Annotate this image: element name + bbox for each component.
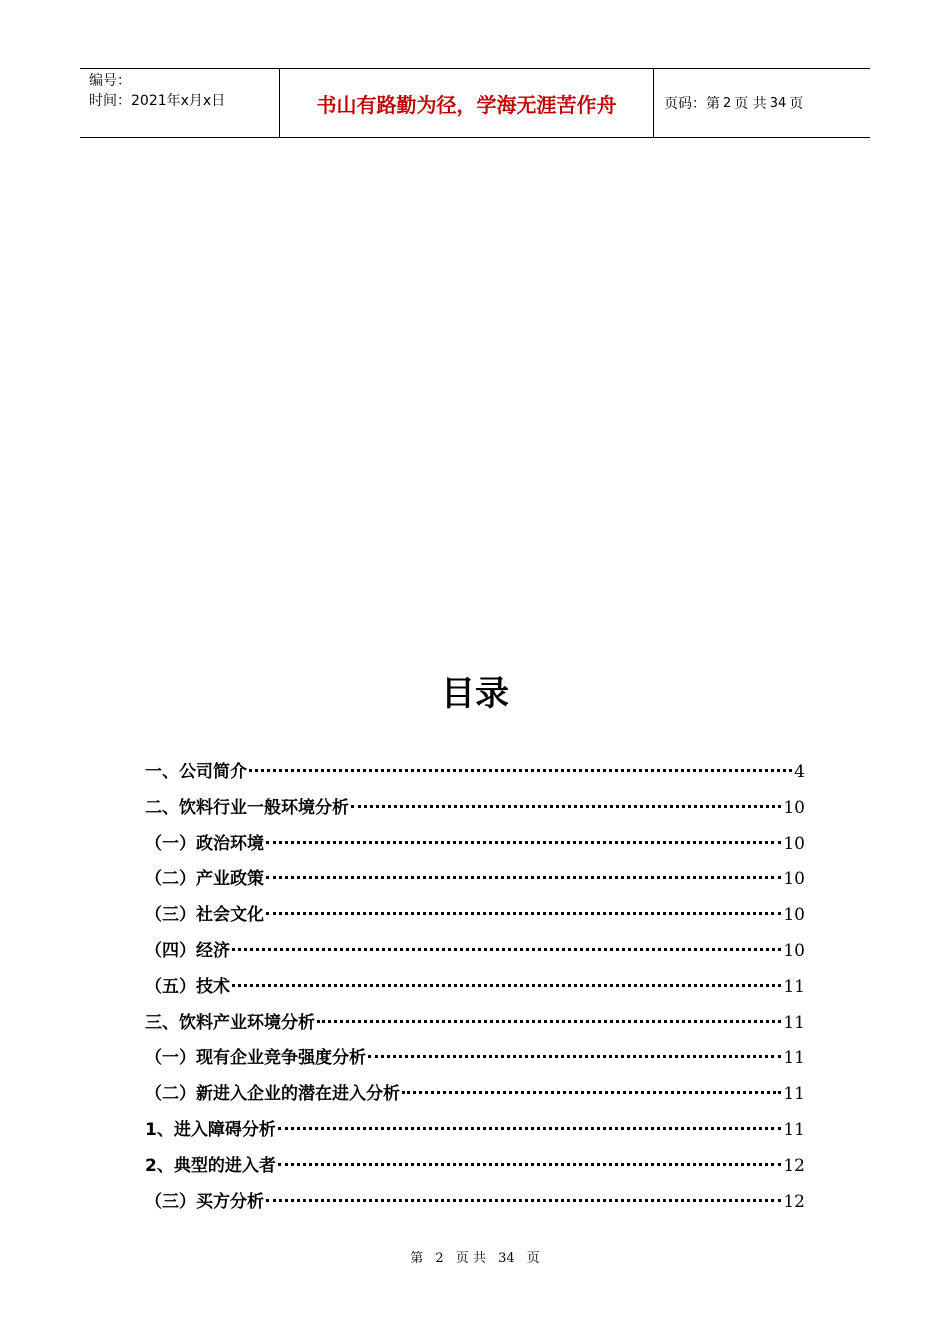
page-suffix: 页 xyxy=(789,96,804,112)
toc-entry[interactable] xyxy=(145,1115,805,1151)
toc-entry-page: 11 xyxy=(783,1084,805,1105)
table-of-contents xyxy=(145,757,805,1222)
toc-entry-label: （三）买方分析 xyxy=(145,1191,264,1212)
footer-current: 2 xyxy=(435,1251,444,1266)
footer-total: 34 xyxy=(498,1251,515,1266)
toc-entry-label: 一、公司简介 xyxy=(145,762,247,782)
time-label: 时间：2021年x月x日 xyxy=(89,93,226,109)
toc-entry-page: 12 xyxy=(783,1155,805,1176)
toc-entry-page: 11 xyxy=(783,1048,805,1069)
toc-entry[interactable] xyxy=(145,1187,805,1223)
header-motto: 书山有路勤为径，学海无涯苦作舟 xyxy=(280,69,654,137)
toc-leader-dots xyxy=(266,1199,781,1202)
toc-leader-dots xyxy=(232,948,781,951)
toc-leader-dots xyxy=(351,805,781,808)
toc-entry[interactable] xyxy=(145,936,805,972)
header-info-cell xyxy=(80,69,280,137)
toc-leader-dots xyxy=(368,1055,781,1058)
toc-title: 目录 xyxy=(441,674,509,714)
toc-entry-page: 12 xyxy=(783,1191,805,1212)
page-prefix: 页码：第 xyxy=(664,96,720,112)
header-page-info xyxy=(654,69,870,137)
toc-entry-page: 10 xyxy=(783,869,805,890)
toc-entry-label: 1、进入障碍分析 xyxy=(145,1119,276,1140)
toc-entry[interactable] xyxy=(145,1079,805,1115)
footer-prefix: 第 xyxy=(410,1251,424,1266)
page-footer xyxy=(0,1247,950,1266)
toc-leader-dots xyxy=(249,769,792,772)
page-header xyxy=(80,68,870,138)
toc-leader-dots xyxy=(317,1020,781,1023)
toc-entry[interactable] xyxy=(145,1043,805,1079)
toc-entry-label: （二）产业政策 xyxy=(145,869,264,890)
number-label: 编号： xyxy=(89,73,131,89)
toc-leader-dots xyxy=(266,841,781,844)
toc-entry-label: （五）技术 xyxy=(145,976,230,997)
toc-entry-page: 10 xyxy=(783,797,805,818)
toc-entry-label: （一）现有企业竞争强度分析 xyxy=(145,1048,366,1069)
toc-leader-dots xyxy=(278,1163,782,1166)
page-current: 2 xyxy=(723,95,732,111)
toc-entry[interactable] xyxy=(145,793,805,829)
toc-entry-page: 10 xyxy=(783,940,805,961)
toc-entry-page: 11 xyxy=(783,1012,805,1033)
toc-entry[interactable] xyxy=(145,972,805,1008)
toc-leader-dots xyxy=(232,984,781,987)
page-total: 34 xyxy=(769,95,787,111)
toc-entry-label: （四）经济 xyxy=(145,940,230,961)
footer-mid: 页 共 xyxy=(455,1251,486,1266)
toc-entry-page: 10 xyxy=(783,905,805,926)
toc-entry-page: 4 xyxy=(794,762,805,782)
toc-entry-label: 三、饮料产业环境分析 xyxy=(145,1012,315,1033)
toc-entry[interactable] xyxy=(145,900,805,936)
toc-entry-label: 二、饮料行业一般环境分析 xyxy=(145,797,349,818)
toc-entry-label: （三）社会文化 xyxy=(145,905,264,926)
toc-entry-label: 2、典型的进入者 xyxy=(145,1155,276,1176)
toc-entry-page: 10 xyxy=(783,833,805,854)
toc-leader-dots xyxy=(266,912,781,915)
footer-suffix: 页 xyxy=(526,1251,540,1266)
page-mid: 页 共 xyxy=(734,96,767,112)
toc-leader-dots xyxy=(278,1127,782,1130)
toc-entry-page: 11 xyxy=(783,1119,805,1140)
toc-entry-label: （二）新进入企业的潜在进入分析 xyxy=(145,1084,400,1105)
toc-entry[interactable] xyxy=(145,1151,805,1187)
toc-leader-dots xyxy=(266,876,781,879)
toc-entry[interactable] xyxy=(145,864,805,900)
toc-entry[interactable] xyxy=(145,757,805,793)
toc-entry[interactable] xyxy=(145,829,805,865)
toc-entry[interactable] xyxy=(145,1008,805,1044)
toc-entry-page: 11 xyxy=(783,976,805,997)
toc-entry-label: （一）政治环境 xyxy=(145,833,264,854)
toc-leader-dots xyxy=(402,1091,781,1094)
